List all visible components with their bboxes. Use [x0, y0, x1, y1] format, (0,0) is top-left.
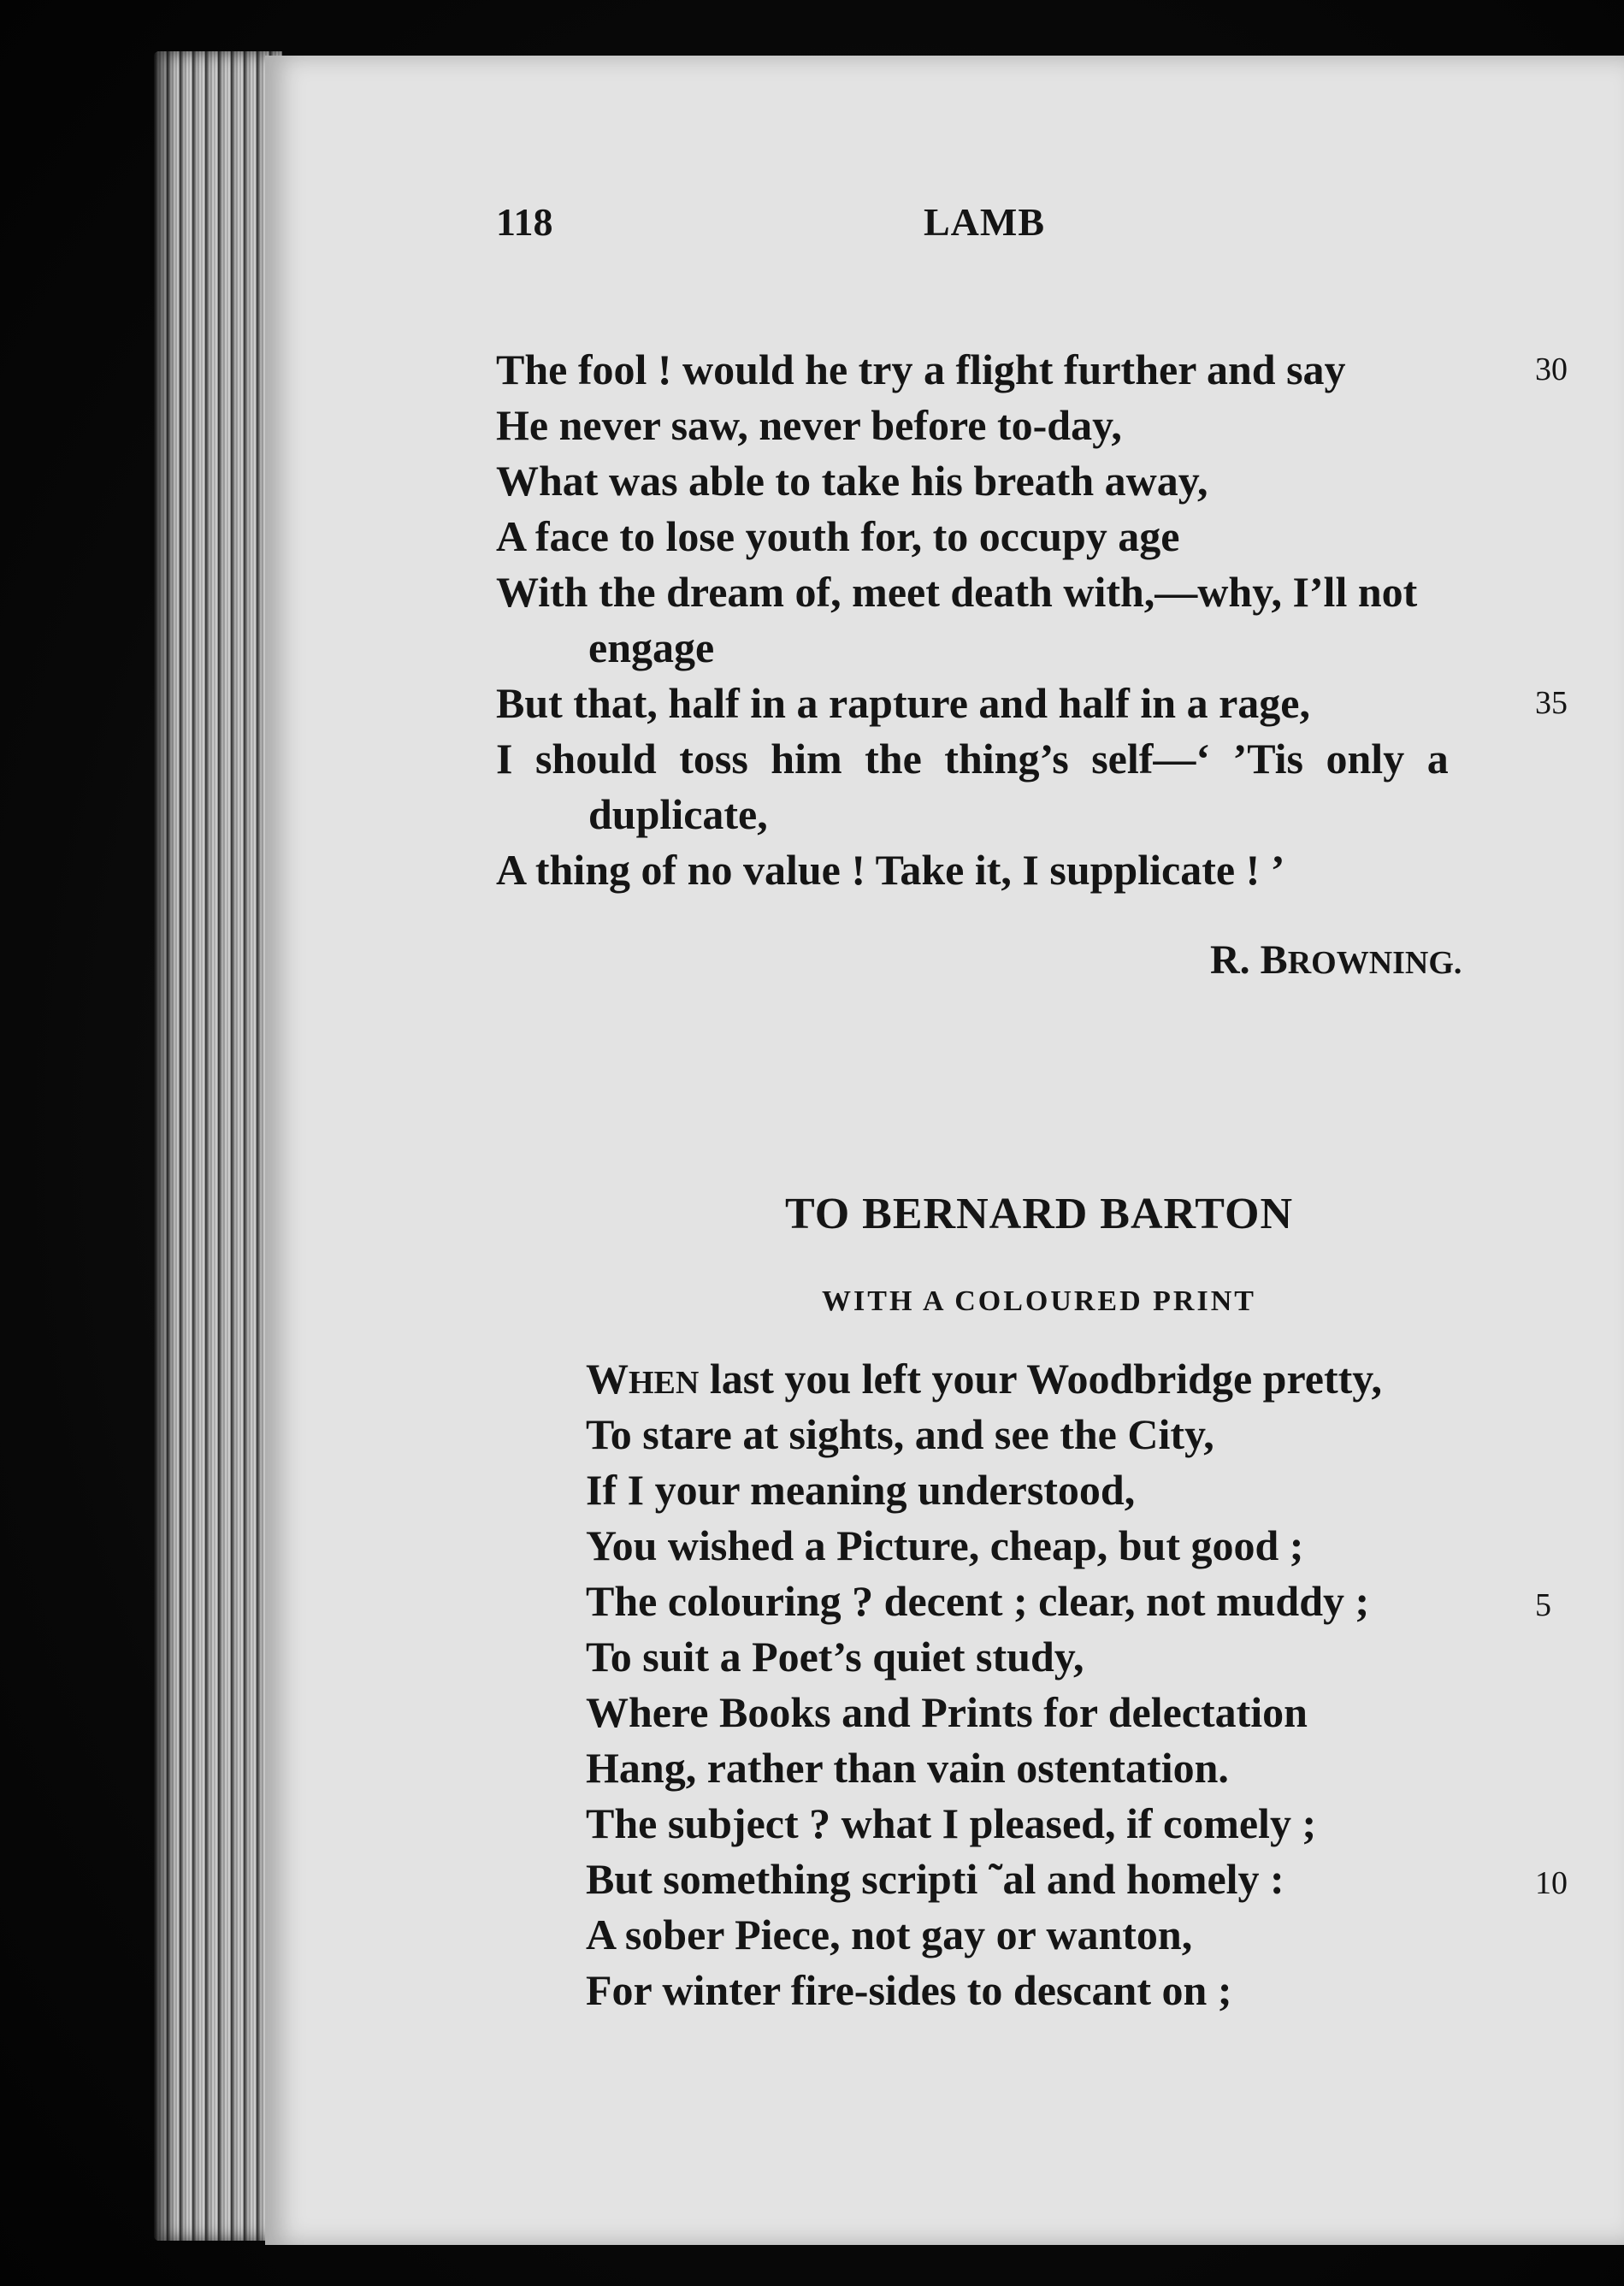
- verse-line: He never saw, never before to-day,: [496, 401, 1122, 449]
- running-title: LAMB: [924, 200, 1045, 244]
- poem-subtitle: WITH A COLOURED PRINT: [822, 1285, 1256, 1317]
- verse-line: The subject ? what I pleased, if comely ;: [586, 1799, 1317, 1847]
- verse-line-continuation: engage: [588, 623, 715, 671]
- line-number: 35: [1535, 685, 1568, 721]
- line-number: 10: [1535, 1865, 1568, 1901]
- page-number: 118: [496, 200, 553, 244]
- verse-line: To suit a Poet’s quiet study,: [586, 1633, 1084, 1681]
- verse-line: I should toss him the thing’s self—‘ ’Tis only a: [496, 735, 1449, 783]
- verse-line: But something scripti ˜al and homely :: [586, 1855, 1284, 1903]
- verse-line: But that, half in a rapture and half in a rage,: [496, 679, 1310, 727]
- verse-line-continuation: duplicate,: [588, 790, 768, 838]
- line-number: 30: [1535, 351, 1568, 387]
- verse-line: What was able to take his breath away,: [496, 457, 1208, 505]
- verse-line: If I your meaning understood,: [586, 1466, 1136, 1514]
- verse-line: For winter fire-sides to descant on ;: [586, 1966, 1232, 2014]
- first-word-small-caps: HEN: [629, 1365, 700, 1401]
- verse-line: To stare at sights, and see the City,: [586, 1410, 1214, 1458]
- verse-line: Hang, rather than vain ostentation.: [586, 1744, 1229, 1792]
- verse-line: A sober Piece, not gay or wanton,: [586, 1911, 1193, 1958]
- book-page-edges: [154, 51, 282, 2241]
- verse-line: Where Books and Prints for delectation: [586, 1688, 1308, 1736]
- first-word-initial: W: [586, 1355, 629, 1403]
- running-head: [496, 199, 1368, 251]
- verse-line: The fool ! would he try a flight further and say: [496, 346, 1346, 393]
- verse-line: A face to lose youth for, to occupy age: [496, 512, 1180, 560]
- poem-attribution: R. BROWNING.: [1210, 937, 1462, 983]
- line-number: 5: [1535, 1587, 1551, 1623]
- verse-line: The colouring ? decent ; clear, not muddy ;: [586, 1577, 1370, 1625]
- verse-line: With the dream of, meet death with,—why, I’ll not: [496, 568, 1418, 616]
- book-page: [265, 56, 1624, 2245]
- verse-line: You wished a Picture, cheap, but good ;: [586, 1521, 1304, 1569]
- verse-line-justified: [496, 731, 1569, 787]
- poem-title: TO BERNARD BARTON: [784, 1190, 1294, 1238]
- first-line-rest: last you left your Woodbridge pretty,: [699, 1355, 1383, 1403]
- verse-line: A thing of no value ! Take it, I supplicate ! ’: [496, 846, 1285, 894]
- verse-line-first: [496, 1351, 1624, 1407]
